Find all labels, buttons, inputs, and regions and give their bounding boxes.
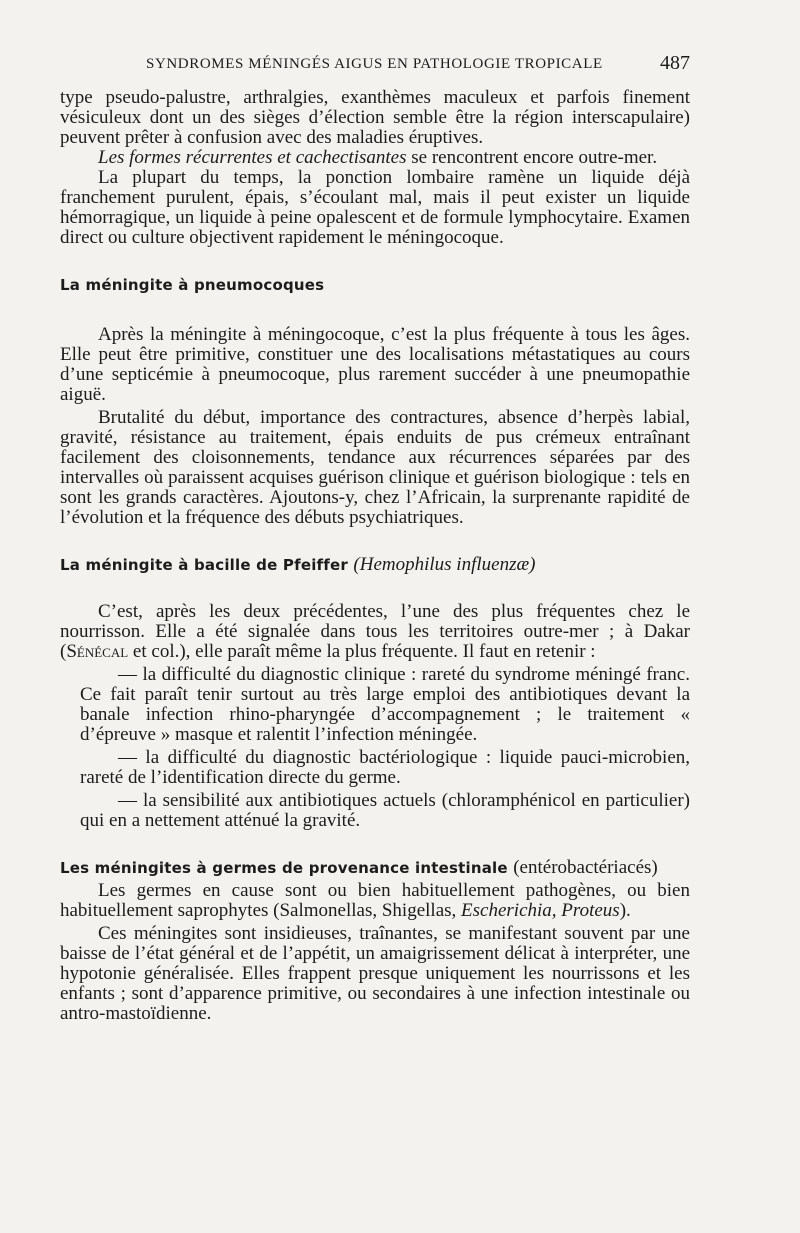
- paragraph: Brutalité du début, importance des contractures, absence d’herpès labial, gravité, résistance au traitement, épais enduits de pus crémeux entraînant facilement des cloisonnements, tendance aux récurrences séparées par des intervalles où paraissent acquises guérison clinique et guérison biologique : tels en sont les grands caractères. Ajoutons-y, chez l’Africain, la surprenante rapidité de l’évolution et la fréquence des débuts psychiatriques.: [60, 407, 690, 528]
- body-text: [60, 88, 690, 1024]
- author-name: Sénécal: [66, 641, 129, 662]
- paragraph: Les germes en cause sont ou bien habituellement pathogènes, ou bien habituellement saprophytes (Salmonellas, Shigellas, Escherichia, Proteus).: [60, 880, 690, 921]
- paragraph: C’est, après les deux précédentes, l’une des plus fréquentes chez le nourrisson. Elle a été signalée dans tous les territoires outre-mer ; à Dakar (Sénécal et col.), elle paraît même la plus fréquente. Il faut en retenir :: [60, 601, 690, 662]
- italic-genus: Escherichia, Proteus: [461, 900, 620, 921]
- paragraph: La plupart du temps, la ponction lombaire ramène un liquide déjà franchement purulent, épais, s’écoulant mal, mais il peut exister un liquide hémorragique, un liquide à peine opalescent et de formule lymphocytaire. Examen direct ou culture objectivent rapidement le méningocoque.: [60, 167, 690, 248]
- list-item: — la sensibilité aux antibiotiques actuels (chloramphénicol en particulier) qui en a nettement atténué la gravité.: [80, 790, 690, 831]
- italic-phrase: Les formes récurrentes et cachectisantes: [98, 147, 407, 168]
- list-item: — la difficulté du diagnostic clinique : rareté du syndrome méningé franc. Ce fait paraît tenir surtout au très large emploi des antibiotiques devant la banale infection rhino-pharyngée d’accompagnement ; le traitement « d’épreuve » masque et ralentit l’infection méningée.: [80, 664, 690, 745]
- section-heading-pfeiffer: La méningite à bacille de Pfeiffer (Hemophilus influenzæ): [60, 554, 536, 575]
- running-title: SYNDROMES MÉNINGÉS AIGUS EN PATHOLOGIE TROPICALE: [146, 56, 603, 72]
- heading-parenthetical: (entérobactériacés): [513, 857, 658, 878]
- list-item: — la difficulté du diagnostic bactériologique : liquide pauci-microbien, rareté de l’identification directe du germe.: [80, 747, 690, 788]
- page-header: [60, 52, 690, 78]
- section-heading-pneumocoques: La méningite à pneumocoques: [60, 276, 325, 294]
- page-number: 487: [660, 52, 690, 74]
- section-heading-intestinale: Les méningites à germes de provenance intestinale (entérobactériacés): [60, 857, 658, 878]
- paragraph: Ces méningites sont insidieuses, traînantes, se manifestant souvent par une baisse de l’état général et de l’appétit, un amaigrissement délicat à interpréter, une hypotonie généralisée. Elles frappent presque uniquement les nourrissons et les enfants ; sont d’apparence primitive, ou secondaires à une infection intestinale ou antro-mastoïdienne.: [60, 923, 690, 1024]
- paragraph: Les formes récurrentes et cachectisantes se rencontrent encore outre-mer.: [98, 147, 658, 168]
- paragraph: Après la méningite à méningocoque, c’est la plus fréquente à tous les âges. Elle peut être primitive, constituer une des localisations métastatiques au cours d’une septicémie à pneumocoque, plus rarement succéder à une pneumopathie aiguë.: [60, 324, 690, 405]
- paragraph: type pseudo-palustre, arthralgies, exanthèmes maculeux et parfois finement vésiculeux dont un des sièges d’élection semble être la région interscapulaire) peuvent prêter à confusion avec des maladies éruptives.: [60, 87, 690, 148]
- heading-latin-name: (Hemophilus influenzæ): [353, 554, 536, 575]
